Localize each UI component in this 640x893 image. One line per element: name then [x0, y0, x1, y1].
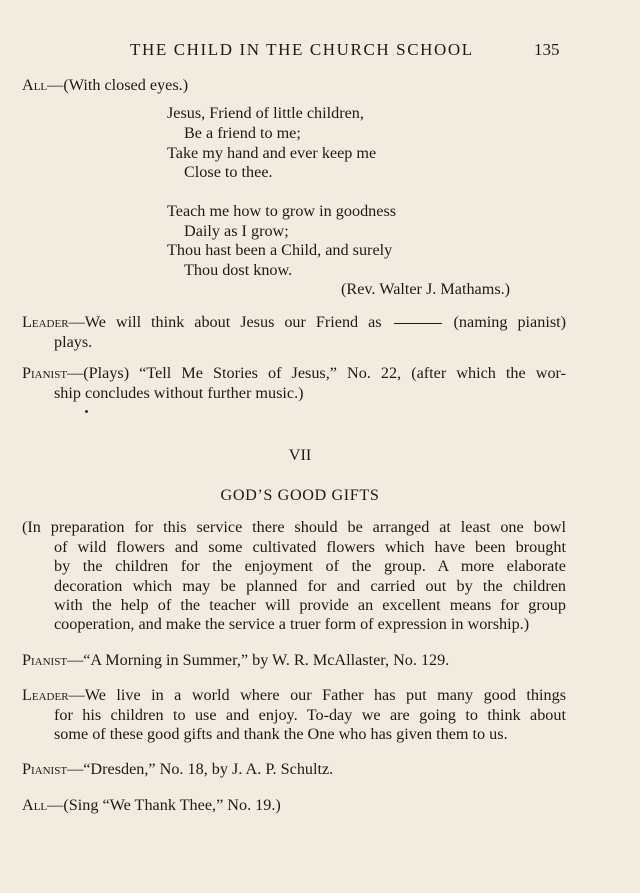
ink-speck — [85, 410, 88, 413]
leader-line — [22, 686, 566, 705]
preparation-line: cooperation, and make the service a truer form of expression in worship.) — [54, 615, 530, 633]
speaker-leader: Leader — [22, 686, 69, 704]
leader-text: —We live in a world where our Father has put many good things — [68, 686, 566, 704]
pianist-line — [22, 651, 449, 670]
preparation-line: of wild flowers and some cultivated flowers which have been brought — [54, 538, 566, 556]
leader-line: some of these good gifts and thank the One who has given them to us. — [54, 725, 508, 743]
preparation-line: decoration which may be planned for and carried out by the children — [54, 577, 566, 595]
closing-text: —(Sing “We Thank Thee,” No. 19.) — [47, 796, 281, 814]
section-numeral: VII — [288, 446, 312, 464]
running-header: THE CHILD IN THE CHURCH SCHOOL — [130, 40, 474, 59]
intro-direction: —(With closed eyes.) — [47, 76, 189, 94]
poem-line: Daily as I grow; — [184, 222, 289, 240]
page-number: 135 — [534, 40, 560, 59]
pianist-line: ship concludes without further music.) — [54, 384, 304, 402]
leader-text: (naming pianist) — [453, 313, 567, 331]
leader-text: —We will think about Jesus our Friend as — [68, 313, 382, 331]
pianist-text: —(Plays) “Tell Me Stories of Jesus,” No. 22, (after which the wor- — [67, 364, 566, 382]
pianist-line — [22, 364, 566, 383]
closing-line — [22, 796, 281, 815]
speaker-pianist: Pianist — [22, 651, 68, 669]
pianist-text: —“Dresden,” No. 18, by J. A. P. Schultz. — [67, 760, 334, 778]
preparation-line: by the children for the enjoyment of the group. A more elaborate — [54, 557, 566, 575]
speaker-all: All — [22, 796, 48, 814]
poem-line: Close to thee. — [184, 163, 273, 181]
blank-rule — [394, 323, 442, 324]
speaker-leader: Leader — [22, 313, 69, 331]
preparation-line: with the help of the teacher will provide an excellent means for group — [54, 596, 566, 614]
poem-line: Jesus, Friend of little children, — [167, 104, 364, 122]
poem-line: Thou hast been a Child, and surely — [167, 241, 393, 259]
pianist-text: —“A Morning in Summer,” by W. R. McAllaster, No. 129. — [67, 651, 450, 669]
speaker-all: All — [22, 76, 48, 94]
section-title: GOD’S GOOD GIFTS — [220, 486, 380, 504]
poem-line: Teach me how to grow in goodness — [167, 202, 397, 220]
speaker-pianist: Pianist — [22, 760, 68, 778]
poem-line: Thou dost know. — [184, 261, 293, 279]
leader-line: plays. — [54, 333, 93, 351]
preparation-line: (In preparation for this service there should be arranged at least one bowl — [22, 518, 566, 536]
poem-line: Be a friend to me; — [184, 124, 301, 142]
poem-attribution: (Rev. Walter J. Mathams.) — [341, 280, 511, 298]
intro-line — [22, 76, 188, 95]
speaker-pianist: Pianist — [22, 364, 68, 382]
pianist-line — [22, 760, 333, 779]
poem-line: Take my hand and ever keep me — [167, 144, 377, 162]
leader-line: for his children to use and enjoy. To-day we are going to think about — [54, 706, 566, 724]
leader-line — [22, 313, 566, 332]
